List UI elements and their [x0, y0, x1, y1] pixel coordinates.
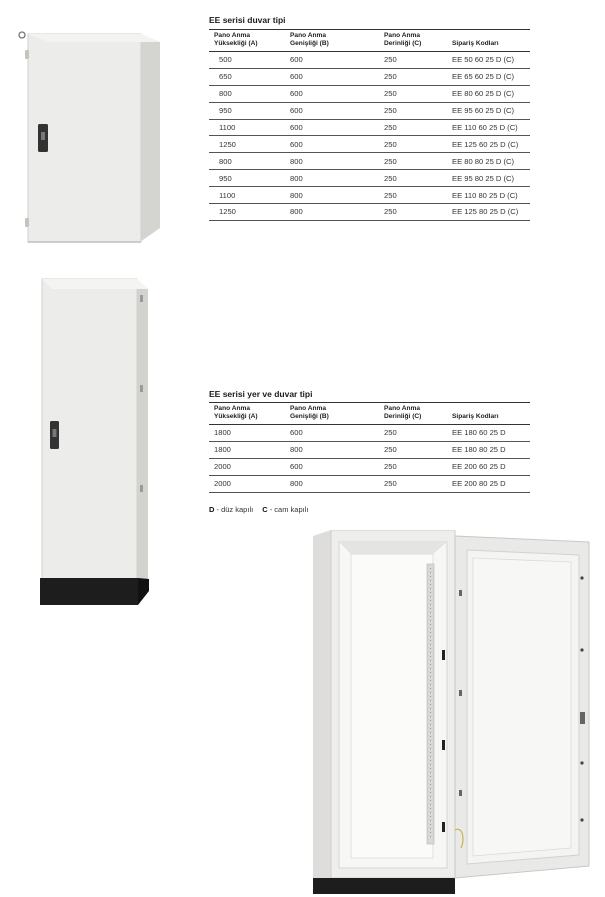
cell-order-code: EE 50 60 25 D (C) [447, 52, 530, 69]
legend-key-c: C [262, 505, 268, 514]
cell-order-code: EE 65 60 25 D (C) [447, 68, 530, 85]
door-bolt-icon [580, 576, 583, 579]
cell-height: 1800 [209, 441, 285, 458]
hinge-icon [459, 790, 462, 796]
mount-lug-icon [19, 32, 25, 38]
column-header-height: Pano Anma Yüksekliği (A) [209, 30, 285, 52]
table-row [209, 441, 530, 458]
cell-height: 1800 [209, 425, 285, 442]
floor-cabinet-image [36, 275, 156, 610]
latch-icon [442, 740, 445, 750]
cell-depth: 250 [379, 85, 447, 102]
hinge-icon [459, 590, 462, 596]
table-row [209, 204, 530, 221]
cell-width: 800 [285, 441, 379, 458]
wall-cabinet-image [8, 28, 168, 248]
hinge-icon [140, 485, 143, 492]
cell-depth: 250 [379, 170, 447, 187]
cell-height: 950 [209, 170, 285, 187]
hinge-icon [25, 50, 29, 59]
door-lock-icon [580, 712, 585, 724]
latch-icon [442, 822, 445, 832]
cell-order-code: EE 125 80 25 D (C) [447, 204, 530, 221]
legend-text-c: - cam kapılı [267, 505, 309, 514]
cell-width: 800 [285, 170, 379, 187]
column-header-order-code: Sipariş Kodları [447, 403, 530, 425]
cell-order-code: EE 125 60 25 D (C) [447, 136, 530, 153]
cell-height: 1100 [209, 187, 285, 204]
hinge-icon [459, 690, 462, 696]
hinge-icon [140, 295, 143, 302]
cell-width: 600 [285, 102, 379, 119]
cell-depth: 250 [379, 68, 447, 85]
cell-height: 650 [209, 68, 285, 85]
cell-order-code: EE 200 80 25 D [447, 475, 530, 492]
cell-depth: 250 [379, 102, 447, 119]
cell-height: 500 [209, 52, 285, 69]
cell-height: 800 [209, 85, 285, 102]
table-row [209, 68, 530, 85]
table-row [209, 170, 530, 187]
cabinet-plinth [40, 578, 138, 605]
table-row [209, 187, 530, 204]
table-row [209, 475, 530, 492]
door-bolt-icon [580, 818, 583, 821]
wall-cabinet-side [140, 34, 160, 242]
cell-depth: 250 [379, 458, 447, 475]
table-row [209, 119, 530, 136]
legend-text-d: - düz kapılı [214, 505, 254, 514]
cell-order-code: EE 200 60 25 D [447, 458, 530, 475]
open-cabinet-side [313, 530, 331, 885]
cell-order-code: EE 95 80 25 D (C) [447, 170, 530, 187]
latch-icon [442, 650, 445, 660]
table-row [209, 458, 530, 475]
cell-order-code: EE 95 60 25 D (C) [447, 102, 530, 119]
door-bolt-icon [580, 761, 583, 764]
floor-cabinet-side [136, 279, 148, 591]
cell-width: 600 [285, 119, 379, 136]
cell-order-code: EE 80 60 25 D (C) [447, 85, 530, 102]
cell-width: 800 [285, 153, 379, 170]
cell-width: 600 [285, 425, 379, 442]
cell-order-code: EE 180 60 25 D [447, 425, 530, 442]
cell-height: 800 [209, 153, 285, 170]
table-header-row [209, 403, 530, 425]
cell-depth: 250 [379, 441, 447, 458]
hinge-icon [25, 218, 29, 227]
cell-width: 600 [285, 52, 379, 69]
wall-series-table [209, 29, 530, 221]
cell-height: 1250 [209, 136, 285, 153]
floor-series-title: EE serisi yer ve duvar tipi [209, 389, 313, 399]
cell-width: 600 [285, 458, 379, 475]
column-header-order-code: Sipariş Kodları [447, 30, 530, 52]
cell-height: 950 [209, 102, 285, 119]
column-header-height: Pano Anma Yüksekliği (A) [209, 403, 285, 425]
table-row [209, 102, 530, 119]
open-cabinet-image [305, 530, 597, 895]
door-bolt-icon [580, 648, 583, 651]
table-row [209, 153, 530, 170]
cell-width: 600 [285, 85, 379, 102]
table-row [209, 136, 530, 153]
cell-depth: 250 [379, 153, 447, 170]
cell-width: 600 [285, 136, 379, 153]
column-header-depth: Pano Anma Derinliği (C) [379, 30, 447, 52]
cell-order-code: EE 180 80 25 D [447, 441, 530, 458]
cell-width: 800 [285, 475, 379, 492]
table-row [209, 52, 530, 69]
floor-series-table [209, 402, 530, 493]
cell-height: 1100 [209, 119, 285, 136]
cabinet-plinth [313, 878, 455, 894]
table-header-row [209, 30, 530, 52]
cell-depth: 250 [379, 425, 447, 442]
cell-height: 2000 [209, 458, 285, 475]
legend-key-d: D [209, 505, 215, 514]
hinge-icon [140, 385, 143, 392]
cell-order-code: EE 80 80 25 D (C) [447, 153, 530, 170]
cell-depth: 250 [379, 52, 447, 69]
floor-cabinet-top [42, 279, 148, 289]
wall-series-title: EE serisi duvar tipi [209, 15, 286, 25]
cell-depth: 250 [379, 119, 447, 136]
cell-order-code: EE 110 80 25 D (C) [447, 187, 530, 204]
cell-width: 800 [285, 187, 379, 204]
wall-cabinet-top [28, 34, 160, 42]
cell-width: 800 [285, 204, 379, 221]
cell-depth: 250 [379, 475, 447, 492]
door-type-legend [209, 505, 308, 514]
cell-depth: 250 [379, 204, 447, 221]
column-header-depth: Pano Anma Derinliği (C) [379, 403, 447, 425]
column-header-width: Pano Anma Genişliği (B) [285, 403, 379, 425]
cell-depth: 250 [379, 187, 447, 204]
cell-order-code: EE 110 60 25 D (C) [447, 119, 530, 136]
table-row [209, 85, 530, 102]
column-header-width: Pano Anma Genişliği (B) [285, 30, 379, 52]
table-row [209, 425, 530, 442]
cell-height: 2000 [209, 475, 285, 492]
cell-height: 1250 [209, 204, 285, 221]
cell-depth: 250 [379, 136, 447, 153]
cell-width: 600 [285, 68, 379, 85]
